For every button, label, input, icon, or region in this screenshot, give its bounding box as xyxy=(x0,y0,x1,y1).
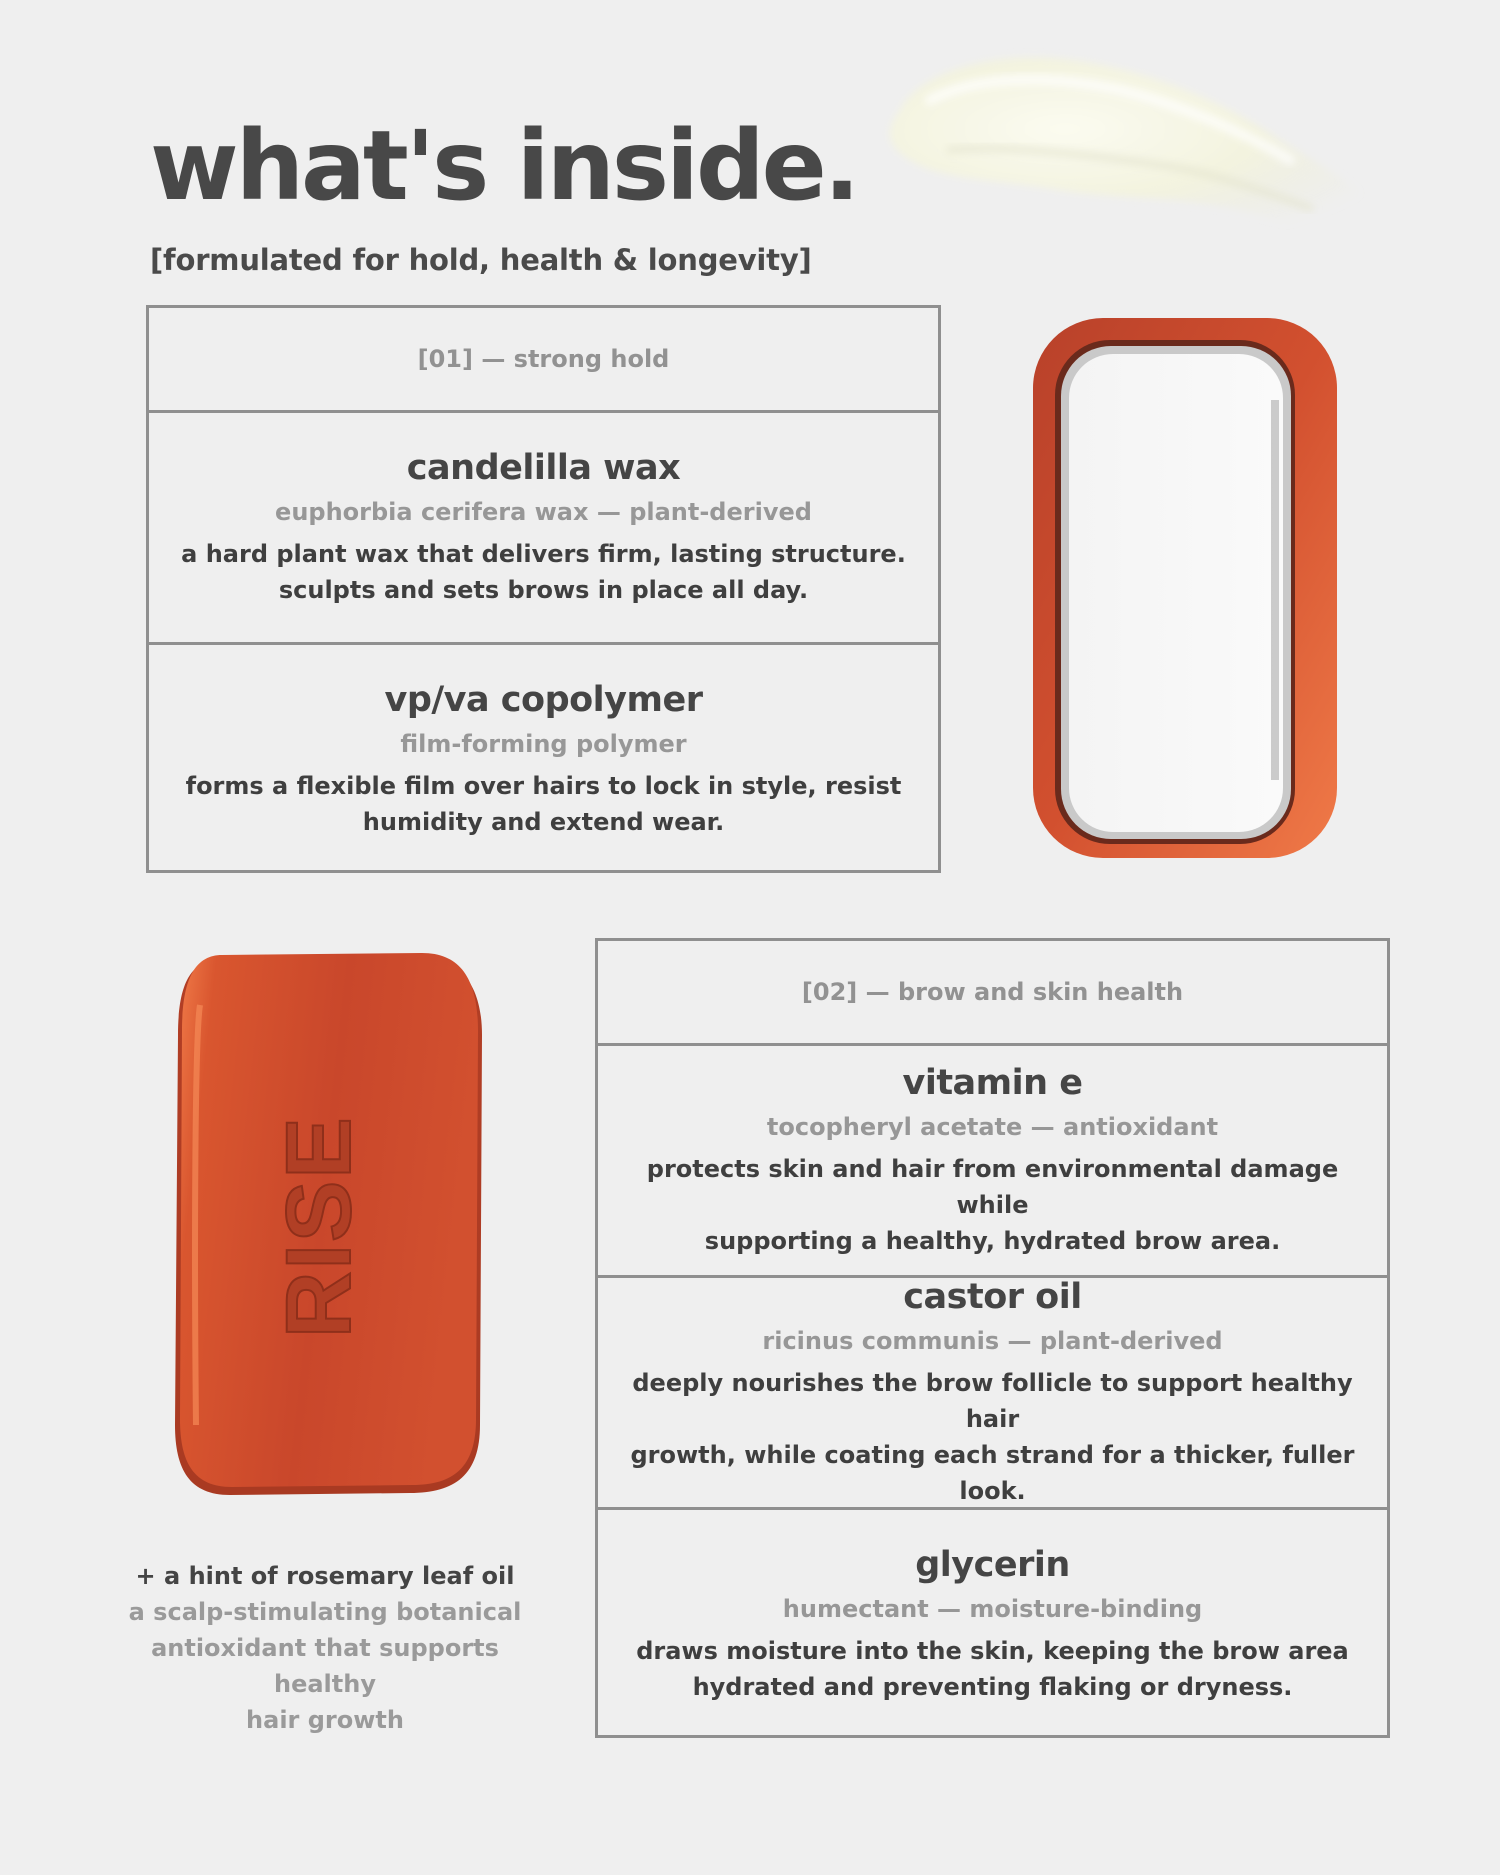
tin-logo-text: RISE xyxy=(268,1115,370,1338)
ingredient-glycerin xyxy=(598,1510,1387,1739)
ingredient-description xyxy=(623,1365,1363,1509)
balm-smear-image xyxy=(860,30,1400,260)
ingredient-description xyxy=(181,536,906,608)
section-heading-brow-skin-health: [02] — brow and skin health xyxy=(598,941,1387,1046)
ingredient-subtitle: tocopheryl acetate — antioxidant xyxy=(766,1112,1219,1141)
page-subtitle: [formulated for hold, health & longevity] xyxy=(150,243,812,277)
description-line: sculpts and sets brows in place all day. xyxy=(278,575,809,604)
rosemary-description-line: hair growth xyxy=(246,1706,404,1734)
open-tin-image xyxy=(1025,310,1345,865)
ingredient-subtitle: ricinus communis — plant-derived xyxy=(762,1326,1223,1355)
description-line: humidity and extend wear. xyxy=(362,807,725,836)
section-heading-strong-hold: [01] — strong hold xyxy=(149,308,938,413)
page-title: what's inside. xyxy=(150,110,858,222)
ingredient-subtitle: humectant — moisture-binding xyxy=(782,1594,1203,1623)
ingredient-name: candelilla wax xyxy=(406,447,681,488)
description-line: a hard plant wax that delivers firm, lasting structure. xyxy=(181,539,906,568)
ingredient-description xyxy=(636,1633,1349,1705)
ingredient-name: glycerin xyxy=(915,1544,1070,1585)
ingredient-vitamin-e xyxy=(598,1046,1387,1278)
description-line: draws moisture into the skin, keeping the brow area xyxy=(636,1636,1349,1665)
ingredient-subtitle: euphorbia cerifera wax — plant-derived xyxy=(275,497,812,526)
description-line: forms a flexible film over hairs to lock in style, resist xyxy=(185,771,902,800)
ingredient-castor-oil xyxy=(598,1278,1387,1510)
description-line: hydrated and preventing flaking or dryness. xyxy=(692,1672,1293,1701)
ingredient-name: vitamin e xyxy=(902,1062,1083,1103)
ingredient-name: castor oil xyxy=(903,1276,1082,1317)
ingredient-description xyxy=(623,1151,1363,1259)
brow-skin-health-table xyxy=(595,938,1390,1738)
description-line: protects skin and hair from environmental damage while xyxy=(646,1154,1339,1219)
rosemary-description-line: antioxidant that supports healthy xyxy=(151,1634,499,1698)
rosemary-title: + a hint of rosemary leaf oil xyxy=(135,1562,515,1590)
rosemary-description-line: a scalp-stimulating botanical xyxy=(128,1598,522,1626)
ingredient-name: vp/va copolymer xyxy=(384,679,703,720)
ingredient-candelilla-wax xyxy=(149,413,938,645)
description-line: deeply nourishes the brow follicle to support healthy hair xyxy=(632,1368,1353,1433)
closed-tin-image xyxy=(160,945,495,1505)
rosemary-note xyxy=(100,1558,550,1738)
ingredient-vp-va-copolymer xyxy=(149,645,938,874)
ingredient-description xyxy=(186,768,902,840)
description-line: growth, while coating each strand for a thicker, fuller look. xyxy=(630,1440,1355,1505)
strong-hold-table xyxy=(146,305,941,873)
ingredient-subtitle: film-forming polymer xyxy=(400,729,687,758)
description-line: supporting a healthy, hydrated brow area. xyxy=(704,1226,1281,1255)
